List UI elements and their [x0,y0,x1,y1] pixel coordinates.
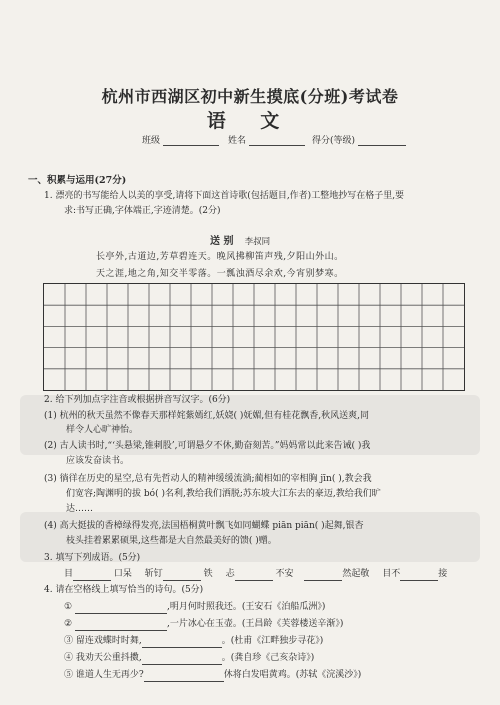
class-label: 班级 [142,136,161,146]
poem-line: 天之涯,地之角,知交半零落。一瓢浊酒尽余欢,今宵别梦寒。 [96,269,344,279]
writing-grid-lines [44,284,464,390]
name-blank[interactable] [249,136,305,146]
verse-text: 。(杜甫《江畔独步寻花》) [221,636,324,646]
verse-text: ⑤ 谁道人生无再少? [64,670,144,680]
poem-blank-line-4 [64,652,314,665]
verse-blank[interactable] [75,603,167,614]
q2-item1-line1: (1) 杭州的秋天虽然不像春天那样姹紫嫣红,妖娆( )妩媚,但有桂花飘香,秋风送爽,同 [44,411,369,421]
section-heading: 一、积累与运用(27分) [28,175,127,186]
idiom-part: 不安 [275,569,294,579]
idiom-part: 目不 [382,569,401,579]
line-number: ② [64,619,73,629]
idiom-part: 接 [438,569,448,579]
poem-heading [210,229,270,248]
poem-line: 长亭外,古道边,芳草碧连天。晚风拂柳笛声残,夕阳山外山。 [96,252,344,262]
idiom-blank[interactable] [163,571,201,581]
idiom-part: 斩钉 [144,569,163,579]
class-field[interactable] [142,133,219,146]
q1-text-line2: 求:书写正确,字体端正,字迹清楚。(2分) [64,206,221,216]
verse-text: ③ 留连戏蝶时时舞, [64,636,142,646]
q2-item4-line2: 枝头挂着累累硕果,这些都是大自然最美好的馈( )赠。 [66,536,277,546]
q1-text-line1: 1. 漂亮的书写能给人以美的享受,请将下面这首诗歌(包括题目,作者)工整地抄写在格子里,要 [44,191,405,201]
idiom-part: 口呆 [113,569,132,579]
q3-intro: 3. 填写下列成语。(5分) [44,553,141,563]
idiom-part: 目 [64,569,74,579]
verse-blank[interactable] [142,637,222,648]
idiom-row [64,568,447,581]
verse-text: ④ 我劝天公重抖擞, [64,653,142,663]
idiom-blank[interactable] [304,571,342,581]
exam-subject: 语 文 [206,110,294,132]
q2-item1-line2: 样令人心旷神怡。 [66,425,139,435]
exam-title: 杭州市西湖区初中新生摸底(分班)考试卷 [101,87,399,106]
poem-blank-line-3 [64,635,323,648]
q2-item2-line2: 应该发奋读书。 [66,456,130,466]
score-label: 得分(等级) [312,136,356,146]
verse-blank[interactable] [75,620,167,631]
writing-grid[interactable] [43,283,465,391]
line-number: ① [64,602,73,612]
q2-item2-line1: (2) 古人读书时,“‘头悬梁,锥刺股’,可谓悬夕不休,勤奋刻苦。”妈妈常以此来告诫( )我 [44,441,371,451]
poem-blank-line-2 [64,618,343,631]
poem-title: 送 别 [210,236,234,247]
q2-item3-line1: (3) 徜徉在历史的星空,总有先哲动人的精神缓缓流淌;蔺相如的宰相胸 jīn( ),教会我 [44,474,372,484]
verse-text: 休将白发唱黄鸡。(苏轼《浣溪沙》) [223,670,362,680]
name-label: 姓名 [228,136,247,146]
q4-intro: 4. 请在空格线上填写恰当的诗句。(5分) [44,585,204,595]
idiom-part: 铁 [203,569,213,579]
verse-blank[interactable] [144,671,224,682]
idiom-part: 然起敬 [342,569,370,579]
score-blank[interactable] [358,136,406,146]
q2-item3-line3: 达…… [66,504,94,514]
idiom-part: 忐 [225,569,235,579]
score-field[interactable] [312,133,406,146]
verse-text: 。(龚自珍《己亥杂诗》) [221,653,315,663]
q2-item3-line2: 们宽容;陶渊明的拔 bó( )名利,教给我们洒脱;苏东坡大江东去的豪迈,教给我们旷 [66,489,381,499]
poem-blank-line-5 [64,669,361,682]
idiom-blank[interactable] [400,571,438,581]
idiom-blank[interactable] [235,571,273,581]
q2-intro: 2. 给下列加点字注音或根据拼音写汉字。(6分) [44,395,231,405]
class-blank[interactable] [163,136,219,146]
name-field[interactable] [228,133,305,146]
idiom-blank[interactable] [73,571,111,581]
q2-item4-line1: (4) 高大挺拔的香樟绿得发亮,法国梧桐黄叶飘飞如同蝴蝶 piān piān( )起舞,银杏 [44,521,364,531]
poem-author: 李叔同 [244,237,271,247]
verse-text: ,明月何时照我还。(王安石《泊船瓜洲》) [166,602,326,612]
verse-blank[interactable] [142,654,222,665]
verse-text: ,一片冰心在玉壶。(王昌龄《芙蓉楼送辛渐》) [166,619,344,629]
poem-blank-line-1 [64,601,325,614]
